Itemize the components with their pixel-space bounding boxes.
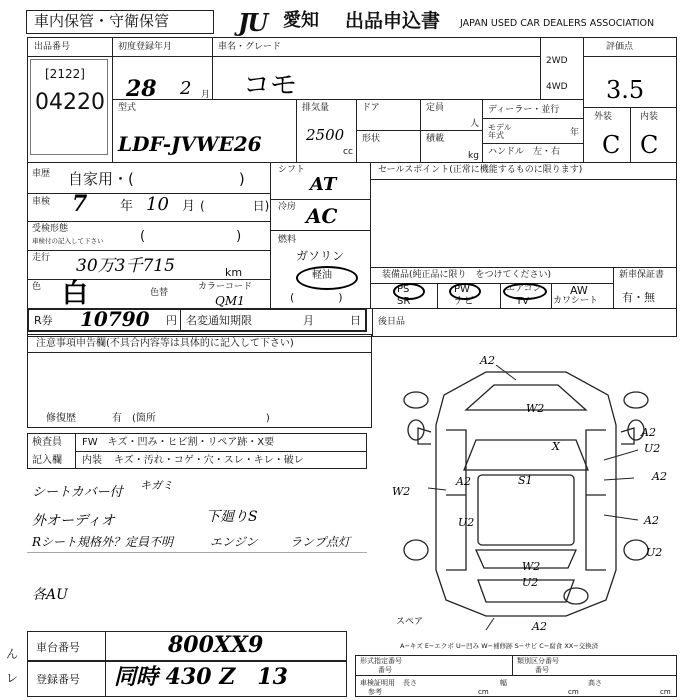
certificate-box [355,655,677,697]
model-year-label: モデル年式 [488,123,512,140]
inspector-interior-label: 内装 [82,455,102,466]
equip-aircon: エアコン [506,284,542,294]
chassis-label: 車台番号 [36,641,80,654]
equip-ps: PS [397,284,410,295]
height-label: 高さ [588,679,602,687]
model-value: LDF-JVWE26 [118,132,262,156]
inspection-month: 10 [146,194,169,215]
receipt-paren: ( ) [140,229,242,244]
remark-line-3b: エンジン [210,535,258,549]
ref-label: 参考 [368,688,382,696]
score-label: 評価点 [606,42,634,52]
color-code-value: QM1 [215,294,245,308]
cc-unit: cc [343,147,353,157]
reg-year-value: 28 [126,76,157,102]
height-unit: cm [660,688,671,696]
dealer-label: ディーラー・並行 [488,105,560,115]
brand-name: 愛知 [283,10,319,31]
reg-month-value: 2 [180,78,192,99]
rear-item-label: 後日品 [378,317,406,327]
form-label: 車検証明用 [360,679,395,687]
model-label: 型式 [118,103,137,113]
mark-tail-u2: U2 [522,576,539,589]
width-unit: cm [568,688,579,696]
car-name-value: コモ [243,70,297,101]
car-name-label: 車名・グレード [218,42,282,52]
drive-4wd: 4WD [546,82,568,92]
reg-month-unit: 月 [201,90,211,100]
kg-unit: kg [468,151,479,161]
history-label: 車歴 [32,169,51,179]
entry-label: 記入欄 [32,455,62,466]
handle-label: ハンドル 左・右 [488,147,561,157]
aircon-value: AC [306,204,338,228]
registration-label: 登録番号 [36,673,80,686]
score-value: 3.5 [606,76,645,104]
interior-value: C [640,131,659,159]
mark-rear-a2: A2 [532,620,547,632]
inspection-year-unit: 年 [120,199,134,214]
mark-left-front-u2: U2 [644,442,661,455]
mark-left-w2: W2 [392,485,411,498]
class-sub: 番号 [535,666,549,674]
inspection-label: 車検 [32,197,51,207]
color-value: 白 [62,279,89,309]
length-label: 長さ [403,679,417,687]
inspector-exterior-row: FW キズ・凹み・ヒビ割・リペア跡・X要 [82,437,275,448]
association-name: JAPAN USED CAR DEALERS ASSOCIATION [460,18,655,29]
remark-line-2: 外オーディオ [32,513,115,529]
inspector-interior-row: キズ・汚れ・コゲ・穴・スレ・キレ・破レ [114,455,304,466]
door-label: ドア [362,103,380,113]
mark-right-a2: A2 [652,470,667,483]
inspection-month-unit: 月 [182,199,196,214]
capacity-label: 定員 [426,103,445,113]
car-damage-diagram [376,340,676,632]
mark-right-lower-a2: A2 [644,514,659,527]
displacement-value: 2500 [306,126,345,144]
registration-value: 同時 430 Z 13 [114,664,288,690]
fuel-label: 燃料 [278,235,297,245]
mileage-value: 30万3千715 [76,256,175,276]
mark-right-rear-u2: U2 [646,546,663,559]
shift-label: シフト [278,165,306,175]
spare-label: スペア [396,617,424,627]
receipt-label: 受検形態 [32,224,69,234]
remark-line-3c: ランプ点灯 [290,535,351,549]
chassis-value: 800XX9 [168,632,264,658]
color-label: 色 [32,282,42,292]
mark-hood-w2: W2 [526,402,545,415]
equip-ps-circle [393,283,425,300]
lot-bracket: [2122] [45,67,85,81]
remark-line-1b: キガミ [140,479,173,492]
exterior-label: 外装 [594,112,613,122]
name-change-month: 月 [303,314,314,327]
lot-number: 04220 [35,90,105,115]
storage-badge: 車内保管・守衛保管 [34,12,170,30]
repair-value: 有 (箇所 ) [112,413,270,424]
name-change-label: 名変通知期限 [186,314,252,327]
mark-front-a2: A2 [480,354,495,367]
length-unit: cm [478,688,489,696]
equip-aw: AW [570,284,588,297]
drive-2wd: 2WD [546,56,568,66]
load-label: 積載 [426,134,445,144]
warranty-label: 新車保証書 [619,270,665,280]
remark-line-3: Rシート規格外？定員不明 [32,535,174,549]
inspection-year: 7 [72,191,88,217]
year-unit: 年 [570,128,580,138]
name-change-day: 日 [350,314,361,327]
fuel-diesel: 軽油 [312,270,332,281]
notes-label: 注意事項申告欄(不具合内容等は具体的に記入して下さい) [36,338,294,349]
equip-pw-circle [449,283,481,300]
recycle-value: 10790 [80,307,150,331]
km-unit: km [225,266,243,279]
side-mark-1: ん [6,647,19,661]
cert-sub: 番号 [378,666,392,674]
equip-leather-seat: カワシート [553,296,599,306]
warranty-value: 有・無 [622,291,655,304]
equip-sr: SR [397,296,411,307]
interior-label: 内装 [640,112,659,122]
mark-left-rear-u2: U2 [458,516,475,529]
mark-tail-w2: W2 [522,560,541,573]
fuel-gasoline: ガソリン [296,249,345,263]
mileage-label: 走行 [32,253,51,263]
aircon-label: 冷房 [278,202,297,212]
history-value: 自家用・( ) [68,170,245,188]
exterior-value: C [602,131,621,159]
equip-aircon-circle [503,283,547,300]
equipment-label: 装備品(純正品に限り をつけてください) [382,270,552,280]
lot-label: 出品番号 [34,42,71,52]
shift-value: AT [310,174,337,195]
color-change-label: 色替 [150,288,169,298]
form-title: 出品申込書 [345,10,441,32]
equip-navi: ナビ [454,296,474,307]
equip-tv: TV [516,296,529,307]
mark-right-upper-a2: A2 [641,426,656,439]
mark-windshield-x: X [552,440,560,453]
color-code-label: カラーコード [198,282,253,292]
mark-roof-s1: S1 [518,474,533,487]
side-mark-2: レ [6,671,19,685]
inspector-label: 検査員 [32,437,62,448]
fuel-paren: ( ) [290,291,343,304]
width-label: 幅 [500,679,507,687]
yen-unit: 円 [166,314,177,327]
shape-label: 形状 [362,134,381,144]
cert-label: 形式指定番号 [360,657,402,665]
remark-line-2b: 下廻りS [206,509,258,525]
receipt-note: 車検付の記入して下さい [32,237,104,245]
reg-year-label: 初度登録年月 [118,42,173,52]
repair-label: 修復歴 [46,413,76,424]
damage-legend: A−キズ E−エクボ U−凹み W−補修跡 S−サビ C−腐食 XX−交換済 [400,642,599,650]
remark-line-4: 各AU [32,587,68,603]
person-unit: 人 [470,119,480,129]
remark-line-1: シートカバー付 [32,485,123,500]
equip-pw: PW [454,284,470,295]
inspection-paren: ( 日) [200,199,270,213]
class-label: 類別区分番号 [517,657,559,665]
mark-left-door-a2: A2 [456,475,471,488]
recycle-label: R券 [34,314,53,327]
displacement-label: 排気量 [302,103,330,113]
sales-point-label: セールスポイント(正常に機能するものに限ります) [378,165,583,175]
ju-logo-icon: JU [238,8,267,37]
